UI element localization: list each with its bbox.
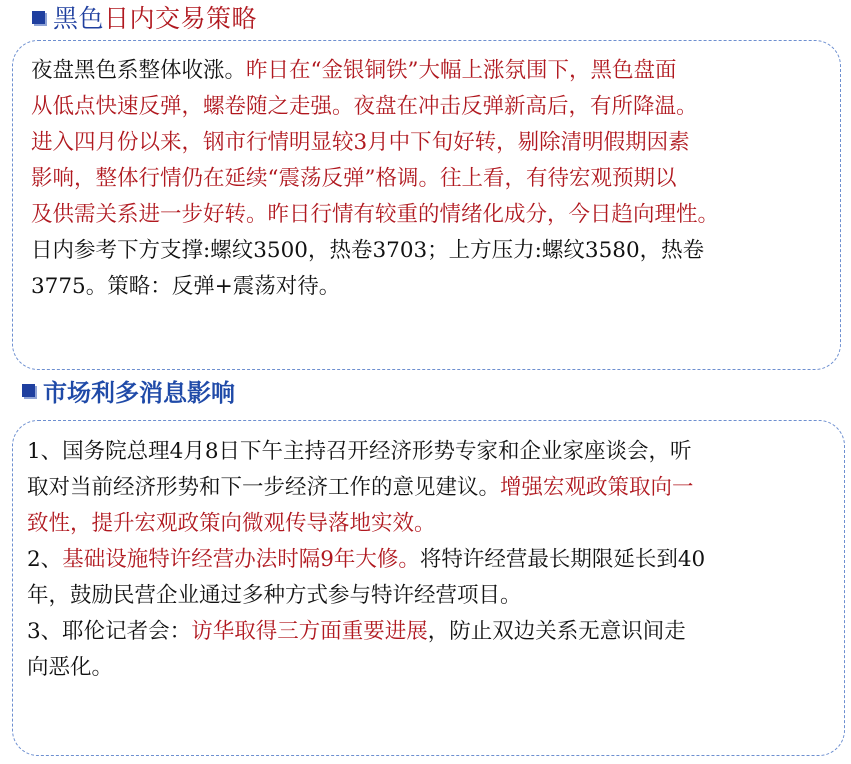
text-line [31, 89, 719, 125]
text-line [31, 53, 719, 89]
text-line [31, 125, 719, 161]
text-line [27, 614, 705, 650]
body-text: ，防止双边关系无意识间走 [427, 619, 686, 644]
body-text: 3、耶伦记者会： [27, 619, 192, 644]
highlight-text: 昨日在“金银铜铁”大幅上涨氛围下，黑色盘面 [246, 58, 677, 83]
highlight-text: 致性，提升宏观政策向微观传导落地实效。 [27, 511, 436, 536]
body-text: 夜盘黑色系整体收涨。 [31, 58, 247, 83]
square-bullet-icon [32, 11, 45, 24]
section-title-red: 日内交易策略 [104, 4, 258, 33]
body-text: 3775。策略：反弹+震荡对待。 [31, 274, 341, 299]
text-line [27, 650, 705, 686]
text-line [27, 434, 705, 470]
text-line [31, 197, 719, 233]
body-text: 1、国务院总理4月8日下午主持召开经济形势专家和企业家座谈会，听 [27, 439, 692, 464]
highlight-text: 从低点快速反弹，螺卷随之走强。夜盘在冲击反弹新高后，有所降温。 [31, 94, 698, 119]
section-header-news [22, 374, 235, 406]
square-bullet-icon [22, 384, 35, 397]
section-title-black: 黑色 [53, 4, 105, 33]
body-text: 将特许经营最长期限延长到40 [419, 547, 706, 572]
strategy-paragraph [31, 53, 719, 305]
highlight-text: 及供需关系进一步好转。昨日行情有较重的情绪化成分，今日趋向理性。 [31, 202, 720, 227]
highlight-text: 影响，整体行情仍在延续“震荡反弹”格调。往上看，有待宏观预期以 [31, 166, 677, 191]
highlight-text: 基础设施特许经营办法时隔9年大修。 [62, 547, 420, 572]
body-text: 日内参考下方支撑:螺纹3500，热卷3703；上方压力:螺纹3580，热卷 [31, 238, 705, 263]
highlight-text: 访华取得三方面重要进展 [191, 619, 428, 644]
text-line [27, 470, 705, 506]
text-line [27, 506, 705, 542]
body-text: 取对当前经济形势和下一步经济工作的意见建议。 [27, 475, 501, 500]
highlight-text: 进入四月份以来，钢市行情明显较3月中下旬好转，剔除清明假期因素 [31, 130, 690, 155]
body-text: 2、 [27, 547, 63, 572]
text-line [31, 161, 719, 197]
text-line [27, 578, 705, 614]
body-text: 向恶化。 [27, 655, 114, 680]
section-header-strategy [32, 2, 257, 32]
text-line [31, 233, 719, 269]
news-paragraph [27, 434, 705, 686]
section-title-news: 市场利多消息影响 [43, 378, 235, 407]
text-line [31, 269, 719, 305]
highlight-text: 增强宏观政策取向一 [500, 475, 694, 500]
text-line [27, 542, 705, 578]
body-text: 年，鼓励民营企业通过多种方式参与特许经营项目。 [27, 583, 522, 608]
